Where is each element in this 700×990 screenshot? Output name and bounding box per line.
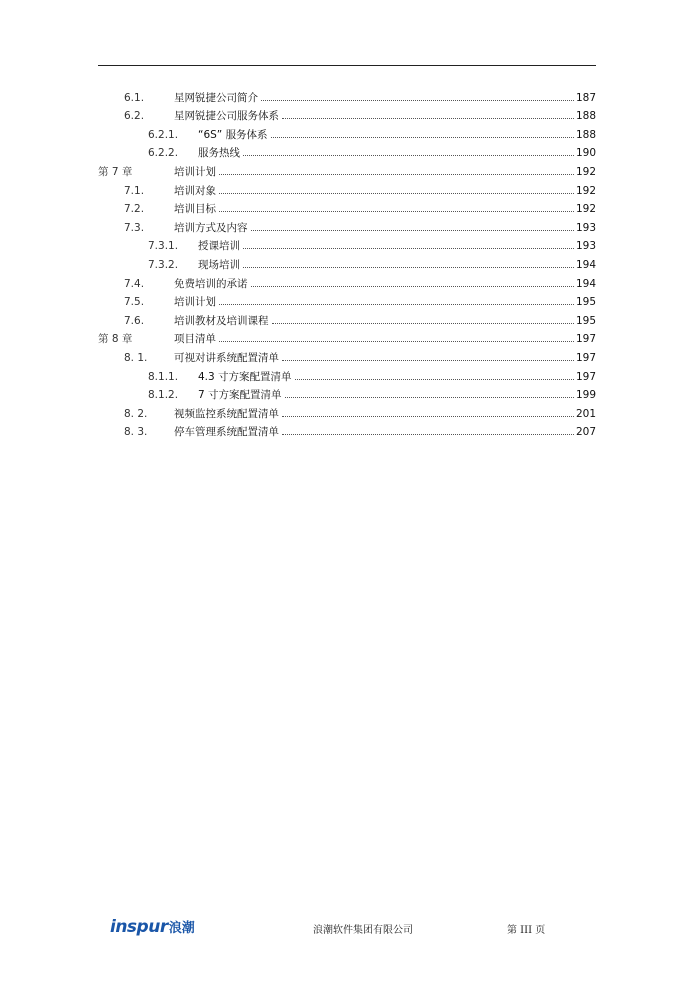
toc-entry-number: 6.1. xyxy=(124,91,145,104)
toc-entry-number: 8. 1. xyxy=(124,351,148,364)
toc-entry-page: 192 xyxy=(575,184,596,197)
toc-entry[interactable] xyxy=(98,197,596,216)
toc-dot-leader xyxy=(282,360,574,361)
toc-entry-title: 星网锐捷公司服务体系 xyxy=(174,110,279,123)
page-footer xyxy=(98,917,596,937)
toc-dot-leader xyxy=(219,174,574,175)
toc-entry-page: 194 xyxy=(575,258,596,271)
toc-entry-number: 7.5. xyxy=(124,296,145,309)
toc-dot-leader xyxy=(219,341,574,342)
toc-entry[interactable] xyxy=(98,122,596,141)
toc-dot-leader xyxy=(243,267,574,268)
toc-dot-leader xyxy=(282,416,574,417)
toc-entry-title: 培训方式及内容 xyxy=(174,221,248,234)
toc-entry-page: 197 xyxy=(575,370,596,383)
toc-entry[interactable] xyxy=(98,215,596,234)
toc-entry-title: 授课培训 xyxy=(198,240,240,253)
toc-entry-title: 培训对象 xyxy=(174,184,216,197)
toc-entry[interactable] xyxy=(98,234,596,253)
toc-dot-leader xyxy=(219,193,574,194)
toc-entry[interactable] xyxy=(98,178,596,197)
toc-entry[interactable] xyxy=(98,159,596,178)
toc-entry[interactable] xyxy=(98,327,596,346)
table-of-contents xyxy=(98,85,596,438)
toc-entry-number: 8.1.2. xyxy=(148,389,179,402)
toc-entry-number: 7.4. xyxy=(124,277,145,290)
company-name: 浪潮软件集团有限公司 xyxy=(313,925,413,936)
toc-entry-number: 7.2. xyxy=(124,203,145,216)
toc-entry[interactable] xyxy=(98,345,596,364)
toc-entry-number: 7.1. xyxy=(124,184,145,197)
header-rule xyxy=(98,65,596,66)
toc-entry-page: 188 xyxy=(575,110,596,123)
toc-entry-number: 第 8 章 xyxy=(98,333,133,346)
toc-entry-title: 停车管理系统配置清单 xyxy=(174,426,279,439)
toc-entry-number: 7.3. xyxy=(124,221,145,234)
toc-entry-title: 培训教材及培训课程 xyxy=(174,314,269,327)
page-number: 第 III 页 xyxy=(507,925,546,936)
toc-dot-leader xyxy=(219,304,574,305)
toc-entry-title: 培训计划 xyxy=(174,296,216,309)
toc-entry[interactable] xyxy=(98,271,596,290)
toc-entry-page: 188 xyxy=(575,128,596,141)
toc-entry-page: 197 xyxy=(575,333,596,346)
toc-dot-leader xyxy=(251,230,574,231)
toc-entry-page: 195 xyxy=(575,314,596,327)
toc-dot-leader xyxy=(282,118,574,119)
toc-entry[interactable] xyxy=(98,420,596,439)
toc-entry-number: 6.2.1. xyxy=(148,128,179,141)
toc-entry-title: 星网锐捷公司简介 xyxy=(174,91,258,104)
toc-dot-leader xyxy=(271,137,574,138)
toc-entry-title: 免费培训的承诺 xyxy=(174,277,248,290)
toc-entry-title: 项目清单 xyxy=(174,333,216,346)
toc-entry-number: 7.3.2. xyxy=(148,258,179,271)
toc-dot-leader xyxy=(261,100,574,101)
toc-entry[interactable] xyxy=(98,85,596,104)
toc-entry-page: 201 xyxy=(575,407,596,420)
logo-wordmark: inspur xyxy=(110,917,168,937)
toc-entry-page: 194 xyxy=(575,277,596,290)
inspur-logo xyxy=(110,917,195,937)
toc-entry-number: 8.1.1. xyxy=(148,370,179,383)
toc-entry-number: 7.6. xyxy=(124,314,145,327)
toc-entry-page: 187 xyxy=(575,91,596,104)
toc-entry-title: 可视对讲系统配置清单 xyxy=(174,351,279,364)
toc-entry-title: 7 寸方案配置清单 xyxy=(198,389,282,402)
toc-entry[interactable] xyxy=(98,401,596,420)
toc-entry-title: 培训目标 xyxy=(174,203,216,216)
toc-entry-title: 服务热线 xyxy=(198,147,240,160)
toc-entry-page: 190 xyxy=(575,147,596,160)
toc-entry[interactable] xyxy=(98,141,596,160)
toc-dot-leader xyxy=(272,323,574,324)
toc-entry-number: 7.3.1. xyxy=(148,240,179,253)
toc-entry[interactable] xyxy=(98,364,596,383)
toc-dot-leader xyxy=(243,155,574,156)
toc-dot-leader xyxy=(285,397,574,398)
toc-entry-page: 199 xyxy=(575,389,596,402)
toc-entry-number: 6.2.2. xyxy=(148,147,179,160)
toc-dot-leader xyxy=(295,379,574,380)
toc-entry[interactable] xyxy=(98,104,596,123)
toc-entry-number: 8. 3. xyxy=(124,426,148,439)
toc-entry-page: 193 xyxy=(575,221,596,234)
toc-dot-leader xyxy=(219,211,574,212)
toc-entry-title: 4.3 寸方案配置清单 xyxy=(198,370,292,383)
toc-entry-page: 193 xyxy=(575,240,596,253)
toc-entry-page: 197 xyxy=(575,351,596,364)
toc-entry-number: 6.2. xyxy=(124,110,145,123)
toc-entry-title: 现场培训 xyxy=(198,258,240,271)
toc-entry-title: “6S” 服务体系 xyxy=(198,128,268,141)
toc-entry-page: 192 xyxy=(575,203,596,216)
toc-entry-number: 8. 2. xyxy=(124,407,148,420)
toc-entry[interactable] xyxy=(98,290,596,309)
toc-entry-page: 192 xyxy=(575,165,596,178)
toc-entry-title: 培训计划 xyxy=(174,165,216,178)
toc-entry-title: 视频监控系统配置清单 xyxy=(174,407,279,420)
toc-entry-page: 195 xyxy=(575,296,596,309)
toc-entry[interactable] xyxy=(98,383,596,402)
toc-entry-number: 第 7 章 xyxy=(98,165,133,178)
toc-entry[interactable] xyxy=(98,252,596,271)
toc-dot-leader xyxy=(243,248,574,249)
logo-chinese-mark: 浪潮 xyxy=(168,921,195,936)
toc-entry-page: 207 xyxy=(575,426,596,439)
toc-entry[interactable] xyxy=(98,308,596,327)
toc-dot-leader xyxy=(251,286,574,287)
toc-dot-leader xyxy=(282,434,574,435)
